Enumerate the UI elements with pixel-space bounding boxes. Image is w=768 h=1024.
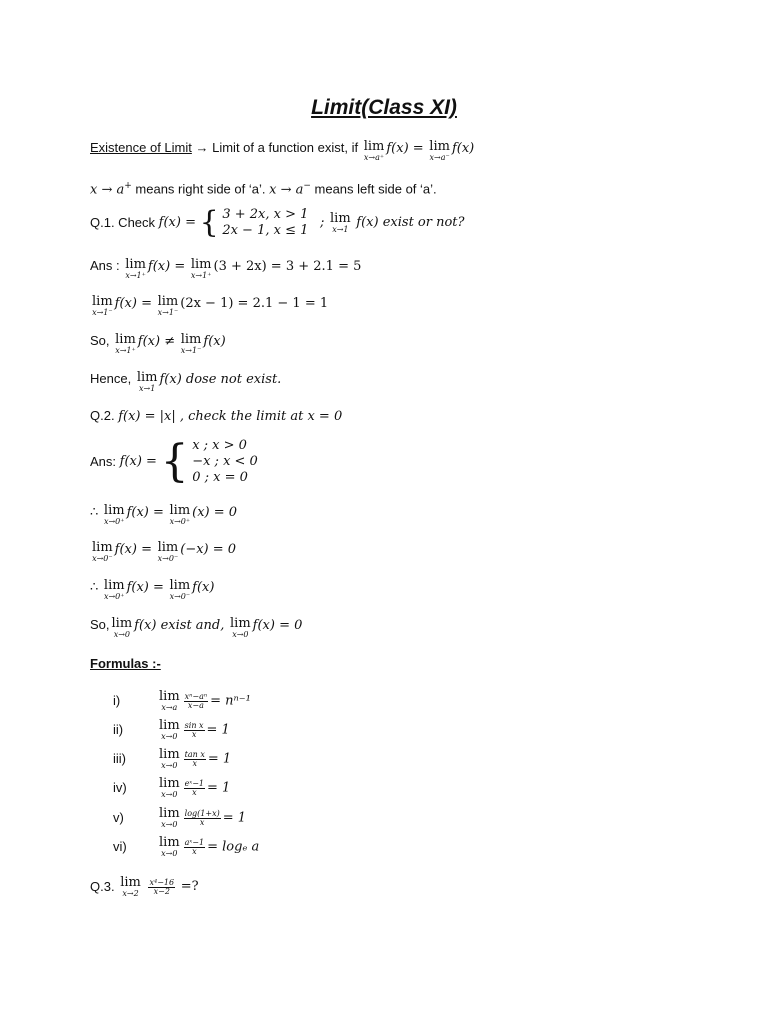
page-title: Limit(Class XI): [311, 96, 457, 119]
formula-row: [157, 807, 246, 829]
formula-lim: lim x→0: [159, 806, 180, 829]
formulas-heading: Formulas :-: [90, 656, 161, 671]
answer-2-right-limit: ∴ lim x→0⁺ f(x) = lim x→0⁺ (x) = 0: [90, 503, 238, 526]
formula-lim: lim x→0: [159, 776, 180, 799]
formula-rhs: = 1: [206, 722, 230, 738]
existence-label: Existence of Limit: [90, 140, 192, 155]
q2-cases: x ; x > 0 −x ; x < 0 0 ; x = 0: [192, 438, 258, 485]
answer-2-so: So, lim x→0 f(x) exist and, lim x→0 f(x) = 0: [90, 616, 303, 639]
formula-rhs: = nⁿ⁻¹: [210, 693, 251, 709]
formula-rhs: = 1: [222, 810, 246, 826]
lim-left: lim x→a⁻: [429, 139, 450, 162]
formula-label: iii): [113, 751, 126, 766]
formula-label: vi): [113, 839, 127, 854]
question-2: Q.2. f(x) = |x| , check the limit at x = 0: [90, 408, 343, 424]
right-side-text: means right side of ‘a’.: [131, 181, 266, 197]
existence-fx: f(x) =: [386, 141, 424, 156]
formula-row: [157, 836, 259, 858]
formula-lim: lim x→a: [159, 689, 180, 712]
formula-fraction: $\frac{\text{aˣ−1}}{x}$: [184, 837, 205, 856]
brace-icon: {: [160, 436, 189, 487]
formula-label: i): [113, 693, 121, 708]
answer-2-equal: ∴ lim x→0⁺ f(x) = lim x→0⁻ f(x): [90, 578, 215, 601]
existence-text: → Limit of a function exist, if: [195, 140, 359, 155]
formula-rhs: = logₑ a: [207, 839, 260, 855]
answer-1-line-1: Ans : lim x→1⁺ f(x) = lim x→1⁺ (3 + 2x) = 3 + 2.1 = 5: [90, 257, 362, 280]
formula-row: [157, 748, 231, 770]
formula-lim: lim x→0: [159, 835, 180, 858]
formula-fraction: $\frac{\text{xⁿ−aⁿ}}{x-a}$: [184, 691, 208, 710]
formula-label: iv): [113, 780, 127, 795]
formula-row: [157, 719, 230, 741]
answer-2-cases: Ans: f(x) = { x ; x > 0 −x ; x < 0 0 ; x = 0: [90, 436, 258, 487]
answer-2-left-limit: lim x→0⁻ f(x) = lim x→0⁻ (−x) = 0: [92, 540, 237, 563]
formula-label: ii): [113, 722, 124, 737]
arrow-right: x → a: [90, 182, 125, 198]
existence-fx2: f(x): [451, 141, 475, 156]
question-1: Q.1. Check f(x) = { 3 + 2x, x > 1 2x − 1, x ≤ 1 ; lim x→1 f(x) exist or not?: [90, 205, 465, 240]
formula-rhs: = 1: [207, 751, 232, 767]
formula-row: [157, 690, 251, 712]
q1-fx: f(x) =: [158, 215, 196, 230]
formula-label: v): [113, 810, 124, 825]
q1-lim: lim x→1: [330, 211, 351, 234]
arrow-left: x → a: [269, 182, 304, 198]
answer-1-so: So, lim x→1⁺ f(x) ≠ lim x→1⁻ f(x): [90, 332, 226, 355]
formula-lim: lim x→0: [159, 718, 180, 741]
lim-right: lim x→a⁺: [363, 139, 385, 162]
formula-fraction: $\frac{\text{tan x}}{x}$: [184, 749, 205, 768]
answer-1-line-2: lim x→1⁻ f(x) = lim x→1⁻ (2x − 1) = 2.1 − 1 = 1: [92, 294, 329, 317]
formula-lim: lim x→0: [159, 747, 180, 770]
q1-cases: 3 + 2x, x > 1 2x − 1, x ≤ 1: [222, 207, 309, 238]
question-3: Q.3. lim x→2 $\frac{\text{x⁴−16}}{x-2}$ =?: [90, 875, 199, 898]
formula-rhs: = 1: [207, 780, 231, 796]
answer-1-hence: Hence, lim x→1 f(x) dose not exist.: [90, 370, 282, 393]
sides-line: x → a+ means right side of ‘a’. x → a− means left side of ‘a’.: [90, 181, 437, 198]
existence-line: [90, 140, 474, 162]
formula-row: [157, 777, 230, 799]
formula-fraction: $\frac{\text{eˣ−1}}{x}$: [184, 778, 205, 797]
formula-fraction: $\frac{\text{sin x}}{x}$: [184, 720, 204, 739]
q1-tail: f(x) exist or not?: [356, 215, 465, 230]
q1-prefix: Q.1. Check: [90, 215, 156, 230]
left-side-text: means left side of ‘a’.: [310, 181, 437, 197]
brace-icon: {: [199, 205, 219, 240]
formula-fraction: $\frac{\log(1+x)}{x}$: [184, 808, 220, 827]
